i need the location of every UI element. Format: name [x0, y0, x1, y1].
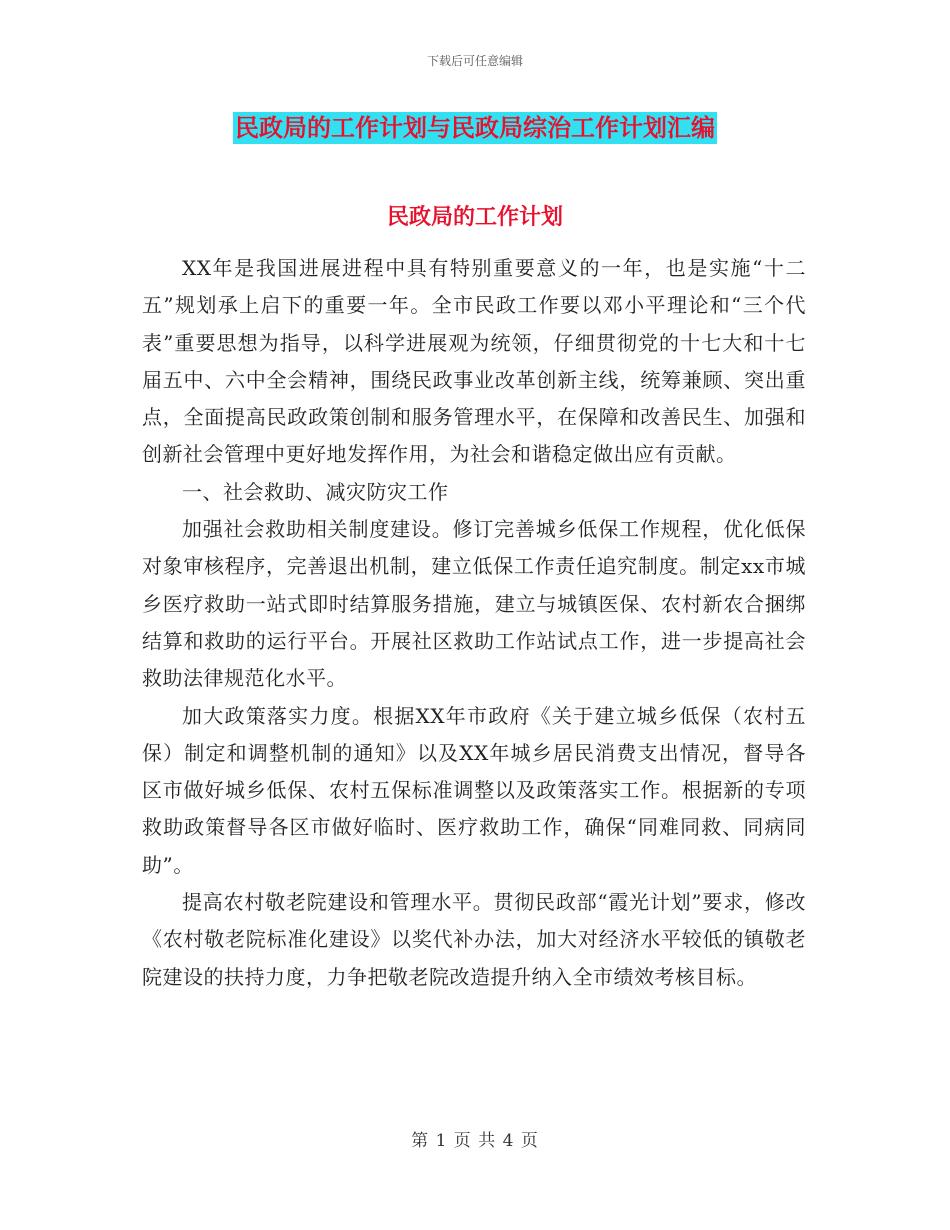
document-body [142, 250, 806, 996]
paragraph-heading-1: 一、社会救助、减灾防灾工作 [182, 479, 449, 504]
document-title: 民政局的工作计划与民政局综治工作计划汇编 [235, 113, 715, 142]
section-title: 民政局的工作计划 [386, 204, 563, 230]
paragraph-social-assistance: 加强社会救助相关制度建设。修订完善城乡低保工作规程，优化低保对象审核程序，完善退出机制，建立低保工作责任追究制度。制定xx市城乡医疗救助一站式即时结算服务措施，建立与城镇医保、农村新农合捆绑结算和救助的运行平台。开展社区救助工作站试点工作，进一步提高社会救助法律规范化水平。 [142, 517, 806, 691]
page-header-note: 下载后可任意编辑 [426, 54, 523, 68]
paragraph-intro: XX年是我国进展进程中具有特别重要意义的一年，也是实施“十二五”规划承上启下的重要一年。全市民政工作要以邓小平理论和“三个代表”重要思想为指导，以科学进展观为统领，仔细贯彻党的十七大和十七届五中、六中全会精神，围绕民政事业改革创新主线，统筹兼顾、突出重点，全面提高民政政策创制和服务管理水平，在保障和改善民生、加强和创新社会管理中更好地发挥作用，为社会和谐稳定做出应有贡献。 [142, 256, 806, 467]
paragraph-policy-implementation: 加大政策落实力度。根据XX年市政府《关于建立城乡低保（农村五保）制定和调整机制的通知》以及XX年城乡居民消费支出情况，督导各区市做好城乡低保、农村五保标准调整以及政策落实工作。根据新的专项救助政策督导各区市做好临时、医疗救助工作，确保“同难同救、同病同助”。 [142, 703, 806, 877]
paragraph-nursing-homes: 提高农村敬老院建设和管理水平。贯彻民政部“霞光计划”要求，修改《农村敬老院标准化建设》以奖代补办法，加大对经济水平较低的镇敬老院建设的扶持力度，力争把敬老院改造提升纳入全市绩效考核目标。 [142, 890, 806, 989]
page-number: 第 1 页 共 4 页 [411, 1131, 539, 1151]
